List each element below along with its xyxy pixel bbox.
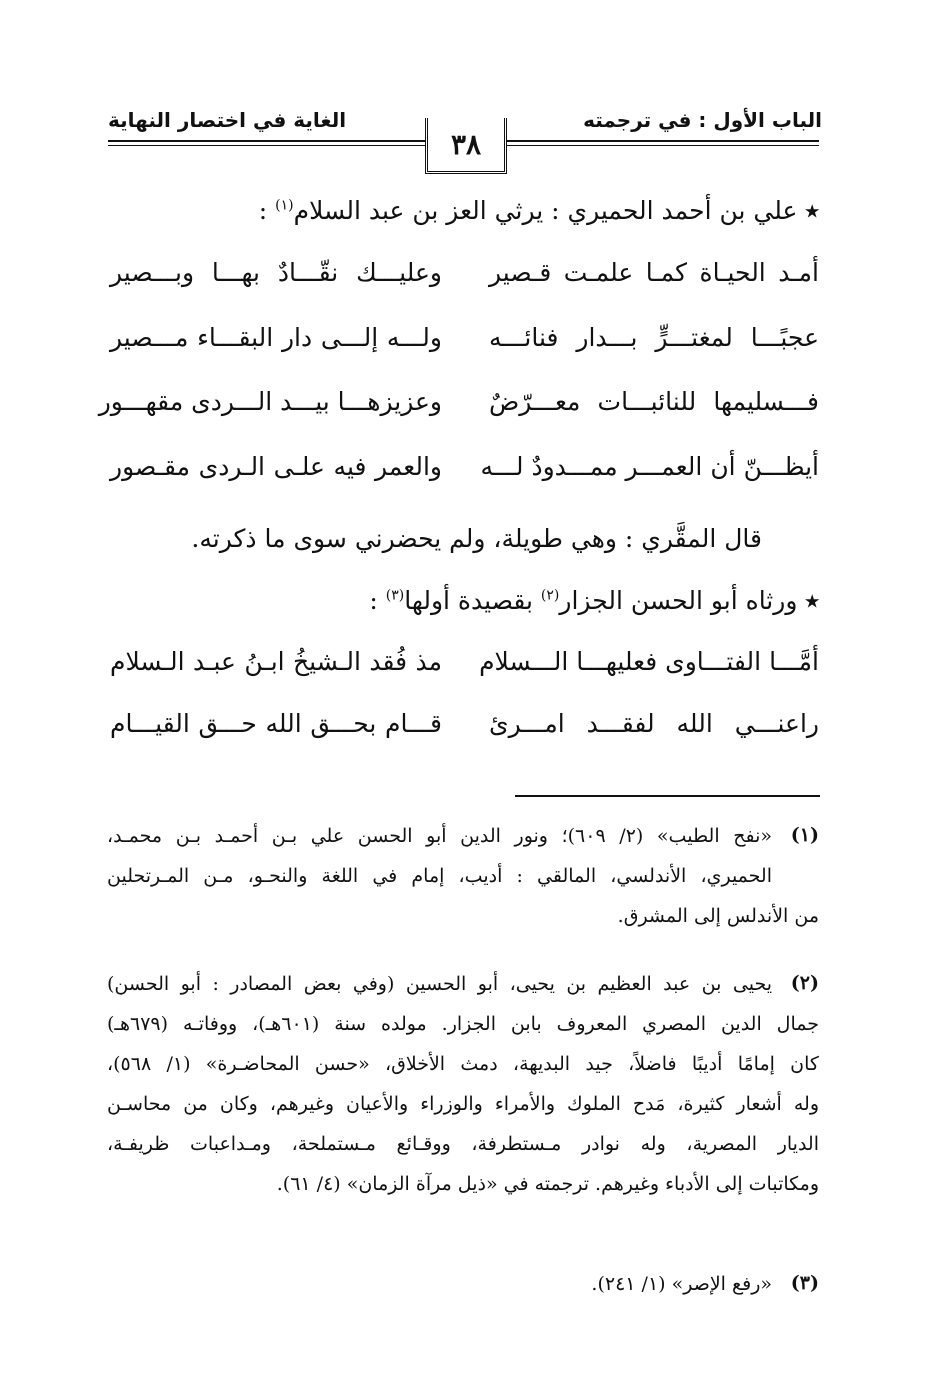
intro-line-2 — [369, 586, 819, 615]
footnote-line: «نفح الطيب» (٢/ ٦٠٩)؛ ونور الدين أبو الحسن علي بـن أحمـد بـن محمـد، — [107, 825, 772, 847]
footnote-line: الحميري، الأندلسي، المالقي : أديب، إمام في اللغة والنحـو، مـن المـرتحلين — [107, 865, 772, 887]
header-rule-right — [507, 140, 819, 142]
footnote-line: من الأندلس إلى المشرق. — [617, 905, 819, 927]
verse-5-second-hemistich: مذ فُقد الـشيخُ ابـنُ عبـد الـسلام — [110, 647, 442, 676]
verse-4-second-hemistich: والعمر فيه علـى الـردى مقـصور — [110, 452, 442, 481]
header-rule-left — [108, 140, 425, 142]
intro-text-b: بقصيدة أولها — [404, 586, 541, 615]
footnote-line: ومكاتبات إلى الأدباء وغيرهم. ترجمته في «ذيل مرآة الزمان» (٤/ ٦١). — [276, 1173, 819, 1195]
footnote-3-text — [107, 1264, 772, 1304]
footnote-ref: (٣) — [385, 587, 405, 604]
footnote-line: كان إمامًا أديبًا فاضلاً، جيد البديهة، دمث الأخلاق، «حسن المحاضـرة» (١/ ٥٦٨)، — [107, 1053, 819, 1075]
footnote-3-number: (٣) — [790, 1272, 819, 1294]
intro-colon: : — [258, 196, 276, 225]
intro-text-a: ورثاه أبو الحسن الجزار — [559, 586, 798, 615]
footnote-separator — [515, 795, 820, 797]
footnote-1-text — [107, 816, 772, 896]
maqqari-note: قال المقَّري : وهي طويلة، ولم يحضرني سوى ما ذكرته. — [191, 524, 762, 553]
footnote-2-continuation — [107, 1004, 819, 1204]
footnote-line: يحيى بن عبد العظيم بن يحيى، أبو الحسين (وفي بعض المصادر : أبو الحسن) — [107, 973, 772, 995]
header-rule-left-thin — [108, 145, 425, 146]
verse-2-second-hemistich: ولـــه إلـــى دار البقـــاء مـــصير — [110, 323, 442, 352]
star-bullet: ٭ — [805, 196, 819, 225]
chapter-title: الباب الأول : في ترجمته — [583, 108, 822, 132]
verse-3-second-hemistich: وعزيزهـــا بيـــد الـــردى مقهـــور — [98, 387, 442, 416]
verse-2-first-hemistich: عجبًـــا لمغتـــرٍّ بـــدار فنائـــه — [489, 323, 819, 352]
footnote-ref: (٢) — [540, 587, 560, 604]
footnote-ref: (١) — [275, 197, 294, 214]
verse-1-second-hemistich: وعليـــك نقّـــادٌ بهـــا وبـــصير — [110, 258, 442, 287]
footnote-line: «رفع الإصر» (١/ ٢٤١). — [591, 1273, 772, 1295]
footnote-line: الديار المصرية، وله نوادر مـستطرفة، ووقـائع مـستملحة، ومـداعبات ظريفـة، — [107, 1133, 819, 1155]
intro-line-1 — [259, 196, 819, 225]
verse-5-first-hemistich: أمَّـــا الفتـــاوى فعليهـــا الـــسلام — [479, 647, 819, 676]
footnote-line: وله أشعار كثيرة، مَدح الملوك والأمراء والوزراء والأعيان وغيرهم، وكان من محاسـن — [107, 1093, 819, 1115]
star-bullet: ٭ — [805, 586, 819, 615]
footnote-1-last-line — [107, 896, 819, 936]
book-title: الغاية في اختصار النهاية — [108, 108, 347, 132]
footnote-2-text — [107, 964, 772, 1004]
verse-6-second-hemistich: قـــام بحـــق الله حـــق القيـــام — [110, 709, 442, 738]
verse-1-first-hemistich: أمـد الحيـاة كمـا علمـت قـصير — [489, 258, 819, 287]
intro-text: علي بن أحمد الحميري : يرثي العز بن عبد السلام — [293, 196, 798, 225]
verse-4-first-hemistich: أيظـــنّ أن العمـــر ممـــدودٌ لـــه — [480, 452, 819, 481]
intro-colon: : — [369, 586, 386, 615]
verse-3-first-hemistich: فـــسليمها للنائبـــات معـــرّضٌ — [489, 387, 819, 416]
footnote-2-number: (٢) — [790, 972, 819, 994]
footnote-line: جمال الدين المصري المعروف بابن الجزار. مولده سنة (٦٠١هـ)، ووفاتـه (٦٧٩هـ) — [107, 1013, 819, 1035]
footnote-1-number: (١) — [790, 824, 819, 846]
page-number: ٣٨ — [450, 128, 482, 161]
verse-6-first-hemistich: راعنـــي الله لفقـــد امـــرئ — [489, 709, 819, 738]
header-rule-right-thin — [507, 145, 819, 146]
